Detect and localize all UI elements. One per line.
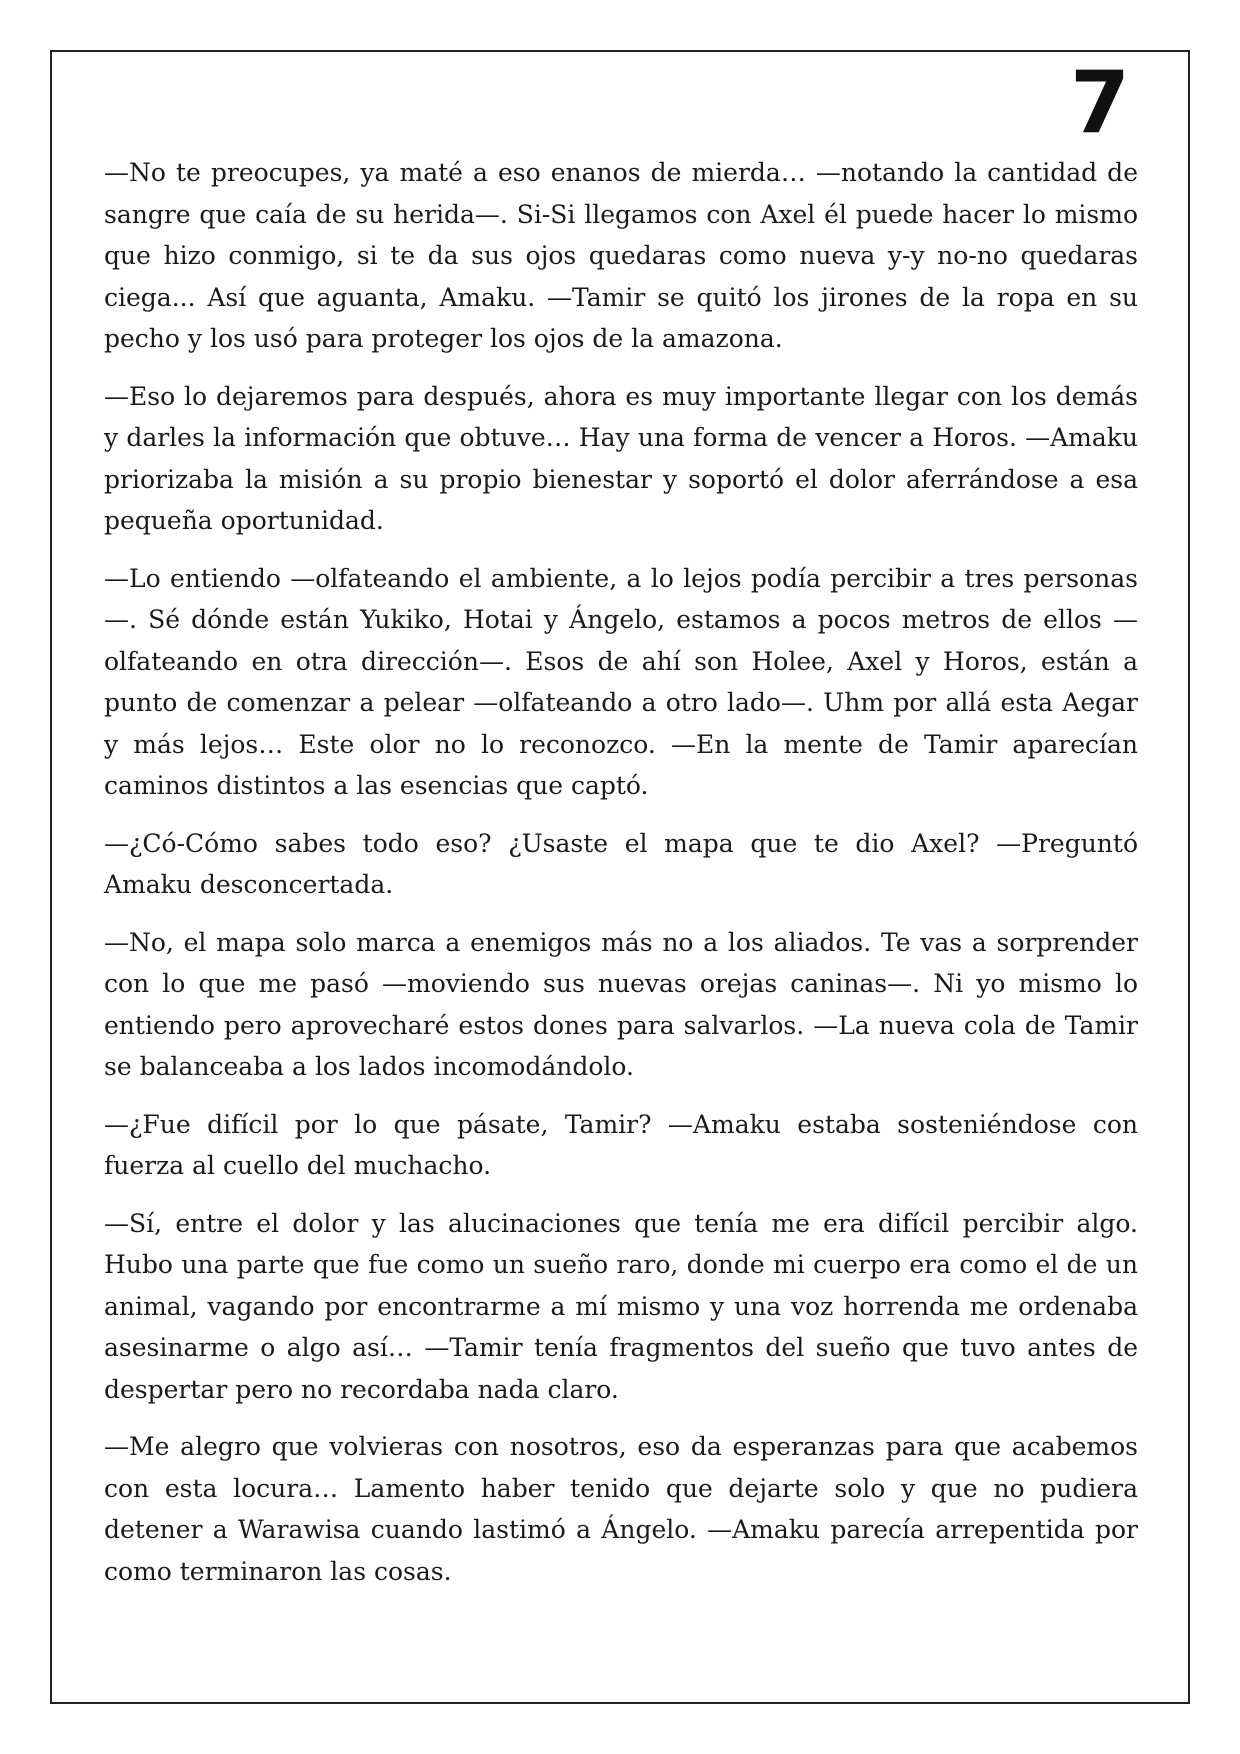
paragraph-7: —Sí, entre el dolor y las alucinaciones que tenía me era difícil percibir algo. Hubo una parte que fue como un sueño raro, donde mi cuerpo era como el de un animal, vagando por encontrarme a mí mismo y una voz horrenda me ordenaba asesinarme o algo así… —Tamir tenía fragmentos del sueño que tuvo antes de despertar pero no recordaba nada claro. [104,1208,1138,1404]
page-frame [50,50,1190,1704]
page-number: 7 [1070,53,1130,153]
paragraph-5: —No, el mapa solo marca a enemigos más no a los aliados. Te vas a sorprender con lo que me pasó —moviendo sus nuevas orejas caninas—. Ni yo mismo lo entiendo pero aprovecharé estos dones para salvarlos. —La nueva cola de Tamir se balanceaba a los lados incomodándolo. [104,927,1138,1081]
paragraph-1: —No te preocupes, ya maté a eso enanos de mierda… —notando la cantidad de sangre que caía de su herida—. Si-Si llegamos con Axel él puede hacer lo mismo que hizo conmigo, si te da sus ojos quedaras como nueva y-y no-no quedaras ciega... Así que aguanta, Amaku. —Tamir se quitó los jirones de la ropa en su pecho y los usó para proteger los ojos de la amazona. [104,158,1138,353]
paragraph-6: —¿Fue difícil por lo que pásate, Tamir? —Amaku estaba sosteniéndose con fuerza al cuello del muchacho. [104,1109,1138,1180]
text-body [104,152,1138,1608]
paragraph-3: —Lo entiendo —olfateando el ambiente, a lo lejos podía percibir a tres personas—. Sé dónde están Yukiko, Hotai y Ángelo, estamos a pocos metros de ellos —olfateando en otra dirección—. Esos de ahí son Holee, Axel y Horos, están a punto de comenzar a pelear —olfateando a otro lado—. Uhm por allá esta Aegar y más lejos… Este olor no lo reconozco. —En la mente de Tamir aparecían caminos distintos a las esencias que captó. [104,563,1138,800]
paragraph-8: —Me alegro que volvieras con nosotros, eso da esperanzas para que acabemos con esta locura… Lamento haber tenido que dejarte solo y que no pudiera detener a Warawisa cuando lastimó a Ángelo. —Amaku parecía arrepentida por como terminaron las cosas. [104,1432,1138,1586]
paragraph-4: —¿Có-Cómo sabes todo eso? ¿Usaste el mapa que te dio Axel? —Preguntó Amaku desconcertada. [104,828,1138,899]
paragraph-2: —Eso lo dejaremos para después, ahora es muy importante llegar con los demás y darles la información que obtuve… Hay una forma de vencer a Horos. —Amaku priorizaba la misión a su propio bienestar y soportó el dolor aferrándose a esa pequeña oportunidad. [104,381,1138,535]
